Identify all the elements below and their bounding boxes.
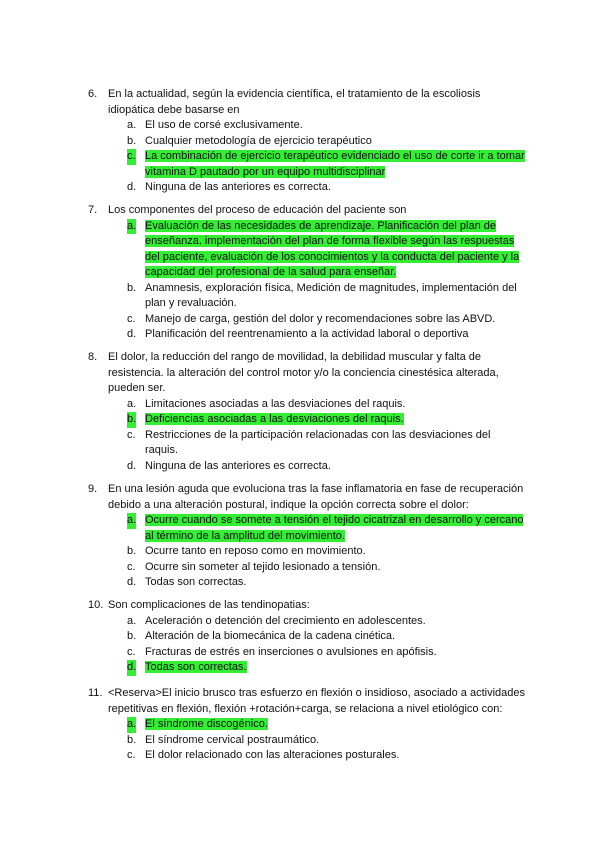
option-letter: c.	[127, 149, 136, 165]
option-text-highlighted: El síndrome discogénico.	[145, 718, 268, 730]
option-d	[0, 575, 525, 591]
option-text: Manejo de carga, gestión del dolor y recomendaciones sobre las ABVD.	[145, 312, 496, 325]
option-letter: b.	[127, 545, 137, 557]
question-stem	[0, 598, 528, 614]
option-text-highlighted: Ocurre cuando se somete a tensión el tejido cicatrizal en desarrollo y cercano al término de la amplitud del movimiento.	[145, 514, 524, 542]
option-letter: b.	[127, 630, 137, 642]
option-c	[0, 560, 525, 576]
question-11	[0, 686, 600, 764]
question-number: 11.	[88, 687, 103, 699]
option-text: Planificación del reentrenamiento a la actividad laboral o deportiva	[145, 328, 469, 340]
option-b	[0, 733, 525, 749]
option-letter: d.	[127, 660, 136, 676]
question-text: <Reserva>El inicio brusco tras esfuerzo en flexión o insidioso, asociado a actividades repetitivas en flexión, flexión +rotación+carga, se relaciona a nivel etiológico con:	[108, 687, 526, 715]
option-letter: c.	[127, 749, 136, 761]
option-b-correct	[0, 412, 525, 428]
option-d-correct	[0, 660, 525, 676]
option-text: Ninguna de las anteriores es correcta.	[145, 459, 331, 472]
question-9	[0, 482, 600, 591]
question-text: Son complicaciones de las tendinopatias:	[108, 599, 310, 611]
question-stem	[0, 87, 528, 118]
question-6	[0, 87, 600, 196]
option-letter: a.	[127, 397, 137, 410]
option-d	[0, 459, 525, 475]
option-b	[0, 134, 525, 150]
option-text: Aceleración o detención del crecimiento en adolescentes.	[145, 614, 426, 627]
option-text: Limitaciones asociadas a las desviaciones del raquis.	[145, 397, 406, 410]
option-d	[0, 180, 525, 196]
option-text-highlighted: Todas son correctas.	[145, 661, 247, 673]
option-c-correct	[0, 149, 525, 180]
option-b	[0, 629, 525, 645]
option-text: El uso de corsé exclusivamente.	[145, 119, 303, 131]
option-letter: d.	[127, 181, 137, 193]
option-a	[0, 614, 525, 630]
options-list	[0, 614, 600, 676]
question-number: 9.	[88, 483, 98, 495]
question-number: 10.	[88, 599, 104, 611]
option-letter: a.	[127, 513, 136, 529]
option-text: Anamnesis, exploración física, Medición de magnitudes, implementación del plan y revaluación.	[145, 281, 517, 309]
question-number: 6.	[88, 88, 98, 100]
option-c	[0, 312, 525, 328]
option-text: Restricciones de la participación relacionadas con las desviaciones del raquis.	[145, 428, 491, 456]
option-c	[0, 428, 525, 459]
option-text: El síndrome cervical postraumático.	[145, 733, 320, 746]
option-letter: d.	[127, 328, 137, 340]
option-letter: a.	[127, 119, 137, 131]
option-text: Ocurre sin someter al tejido lesionado a tensión.	[145, 560, 381, 573]
option-text-highlighted: Evaluación de las necesidades de aprendizaje. Planificación del plan de enseñanza. implementación del plan de forma flexible según las respuestas del paciente, evaluación de los conocimientos y la conducta del paciente y la capacidad del profesional de la salud para enseñar.	[145, 219, 520, 278]
option-letter: a.	[127, 717, 136, 733]
option-letter: b.	[127, 733, 137, 746]
question-stem	[0, 350, 528, 397]
option-text: Ninguna de las anteriores es correcta.	[145, 181, 331, 193]
option-c	[0, 645, 525, 661]
question-10	[0, 598, 600, 676]
option-text: Fracturas de estrés en inserciones o avulsiones en apófisis.	[145, 645, 437, 658]
options-list	[0, 513, 600, 591]
option-letter: c.	[127, 645, 136, 658]
question-7	[0, 203, 600, 343]
question-number: 8.	[88, 351, 98, 363]
question-text: En la actualidad, según la evidencia científica, el tratamiento de la escoliosis idiopática debe basarse en	[108, 88, 481, 116]
option-text-highlighted: Deficiencias asociadas a las desviaciones del raquis.	[145, 413, 404, 425]
option-a-correct	[0, 219, 525, 281]
option-letter: d.	[127, 576, 137, 588]
options-list	[0, 118, 600, 196]
options-list	[0, 219, 600, 343]
option-letter: b.	[127, 412, 136, 428]
option-text: Alteración de la biomecánica de la cadena cinética.	[145, 630, 396, 642]
option-letter: a.	[127, 614, 137, 627]
option-a-correct	[0, 717, 525, 733]
option-text: Ocurre tanto en reposo como en movimiento.	[145, 545, 366, 557]
option-a	[0, 397, 525, 413]
option-letter: c.	[127, 428, 136, 441]
question-stem	[0, 482, 528, 513]
question-number: 7.	[88, 204, 98, 216]
option-letter: b.	[127, 134, 137, 147]
options-list	[0, 397, 600, 475]
option-b	[0, 544, 525, 560]
question-text: Los componentes del proceso de educación del paciente son	[108, 204, 407, 216]
option-text-highlighted: La combinación de ejercicio terapéutico evidenciado el uso de corte ir a tomar vitamina D pautado por un equipo multidisciplinar	[145, 150, 525, 178]
option-text: Cualquier metodología de ejercicio terapéutico	[145, 134, 372, 147]
option-text: El dolor relacionado con las alteraciones posturales.	[145, 749, 400, 761]
option-letter: a.	[127, 219, 136, 235]
options-list	[0, 717, 600, 764]
question-text: En una lesión aguda que evoluciona tras la fase inflamatoria en fase de recuperación debido a una alteración postural, indique la opción correcta sobre el dolor:	[108, 483, 524, 511]
option-letter: c.	[127, 312, 136, 325]
option-letter: b.	[127, 281, 137, 294]
option-c	[0, 748, 525, 764]
option-text: Todas son correctas.	[145, 576, 247, 588]
option-letter: c.	[127, 560, 136, 573]
option-letter: d.	[127, 459, 137, 472]
option-d	[0, 327, 525, 343]
option-b	[0, 281, 525, 312]
question-8	[0, 350, 600, 474]
question-stem	[0, 203, 528, 219]
question-text: El dolor, la reducción del rango de movilidad, la debilidad muscular y falta de resistencia. la alteración del control motor y/o la conciencia cinestésica alterada, pueden ser.	[108, 351, 499, 394]
option-a-correct	[0, 513, 525, 544]
question-stem	[0, 686, 528, 717]
option-a	[0, 118, 525, 134]
